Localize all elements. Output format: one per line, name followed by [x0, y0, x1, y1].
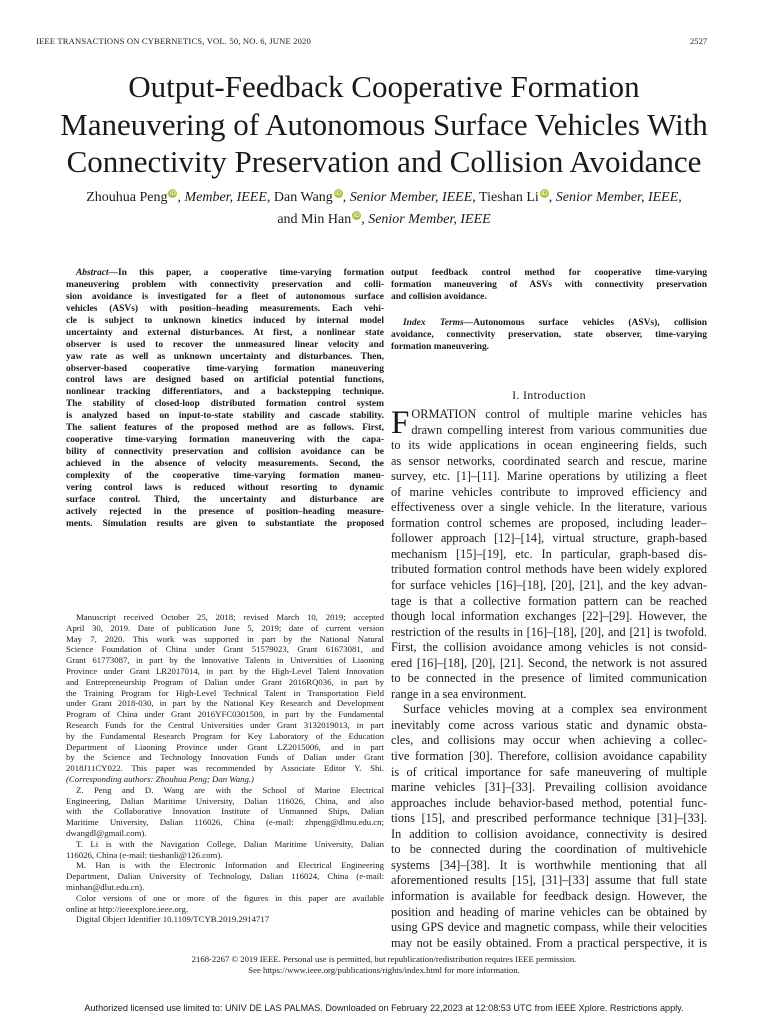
corresponding-authors: (Corresponding authors: Zhouhua Peng; Dan Wang.)	[66, 773, 254, 784]
intro-line: tive formation [30]. Therefore, collision avoidance capability	[391, 749, 707, 764]
author-membership: Senior Member, IEEE	[368, 212, 491, 227]
intro-line: systems [34]–[38]. It is worthwhile mentioning that all	[391, 857, 707, 872]
author-membership: Senior Member, IEEE	[349, 190, 473, 205]
affiliation-line: Maritime University, Dalian 116026, China (e-mail: zhpeng@dlmu.edu.cn;	[66, 817, 384, 828]
author-membership: Member, IEEE	[184, 190, 267, 205]
intro-line: to be connected in the presence of limited communication	[391, 671, 707, 686]
page-number: 2527	[690, 36, 708, 46]
affiliation-line: with the Collaborative Innovation Institute of Unmanned Ships, Dalian	[66, 806, 384, 817]
abstract-line: cooperative time-varying formation maneuvering with the capa-	[66, 435, 384, 446]
orcid-icon[interactable]: iD	[353, 212, 360, 219]
abstract-line: control laws are designed based on artificial potential functions,	[66, 375, 384, 386]
intro-line: effectiveness over a single vehicle. In the literature, various	[391, 500, 707, 515]
intro-line: drawn compelling interest from various communities due	[411, 422, 707, 437]
abstract-line: formation maneuvering of ASVs with connectivity preservation	[391, 279, 707, 290]
abstract-line: sion avoidance is investigated for a fleet of autonomous surface	[66, 291, 384, 302]
intro-line: Surface vehicles moving at a complex sea environment	[403, 702, 707, 717]
copyright-line: See https://www.ieee.org/publications/rights/index.html for more information.	[248, 965, 520, 976]
abstract-line: and collision avoidance.	[391, 291, 487, 302]
author-name: Tieshan Li	[479, 190, 539, 205]
intro-line: may not be easily obtained. From a practical perspective, it is	[391, 935, 707, 950]
intro-line: tions [15], and prescribed performance technique [31]–[33].	[391, 811, 707, 826]
abstract: Abstract—In this paper, a cooperative time-varying formation maneuvering problem with connectivity preservation and colli- sion avoidance is investigated for a fleet of autonomous surface vehicles (ASVs) with position–heading measurements. Each vehi- cle is subject to unknown kinetics induced by internal model uncertainty and external disturbances. At first, a nonlinear state observer is used to recover the unmeasured linear velocity and yaw rate as well as unknown uncertainty and disturbances. Then, observer-based cooperative time-varying formation maneuvering control laws are designed based on artificial potential functions, nonlinear tracking differentiators, and a backstepping technique. The stability of closed-loop distributed formation control system is analyzed based on input-to-state stability and cascade stability. The salient features of the proposed method are as follows. First, cooperative time-varying formation maneuvering with the capa- bility of connectivity preservation and collision avoidance can be achieved in the absence of velocity measurements. Second, the complexity of the cooperative time-varying formation maneu- vering control laws is reduced without resorting to dynamic surface control. Third, the uncertainty and disturbance are actively rejected in the presence of position–heading measure- ments. Simulation results are given to substantiate the proposed	[66, 268, 384, 529]
affiliation-line: 116026, China (e-mail: tieshanli@126.com).	[66, 849, 223, 860]
index-terms: Index Terms—Autonomous surface vehicles (ASVs), collision avoidance, connectivity preservation, state observer, time-varying formation maneuvering.	[391, 318, 707, 352]
abstract-line: surface control. Third, the uncertainty and disturbance are	[66, 494, 384, 505]
title-line: Output-Feedback Cooperative Formation	[128, 69, 640, 104]
authorized-use-notice: Authorized licensed use limited to: UNIV DE LAS PALMAS. Downloaded on February 22,2023 at 12:08:53 UTC from IEEE Xplore. Restrictions apply.	[84, 1003, 684, 1013]
footnote-line: Grant 61773087, in part by the Innovative Talents in Universities of Liaoning	[66, 655, 384, 666]
intro-line: though local information exchanges [22]–[29]. However, the	[391, 609, 707, 624]
intro-line: to be connected during the coordination of multivehicle	[391, 842, 707, 857]
orcid-icon[interactable]: iD	[169, 190, 177, 197]
orcid-icon[interactable]: iD	[335, 190, 342, 197]
intro-line: follower approach [12]–[14], virtual structure, graph-based	[391, 531, 707, 546]
color-note-line: online at http://ieeexplore.ieee.org.	[66, 903, 189, 914]
footnote-line: May 7, 2020. This work was supported in part by the National Natural	[66, 633, 384, 644]
intro-line: range in a sea environment.	[391, 686, 527, 701]
intro-line: cles, and collisions may occur when achieving a collec-	[391, 733, 707, 748]
intro-line: approaches include behavior-based method, potential func-	[391, 795, 707, 810]
footnote-line: Manuscript received October 25, 2018; revised March 10, 2019; accepted	[76, 612, 384, 622]
intro-line: mechanism [15]–[19], etc. In particular, graph-based dis-	[391, 546, 707, 561]
abstract-line: yaw rate as well as unknown uncertainty and disturbances. Then,	[66, 351, 384, 362]
intro-line: formation control schemes are proposed, including leader–	[391, 515, 707, 530]
intro-line: survey, etc. [1]–[11]. Marine operations by utilizing a fleet	[391, 469, 707, 484]
abstract-continued	[391, 268, 707, 304]
author-name: Zhouhua Peng	[86, 190, 168, 205]
intro-line: marine vehicles [31]–[33]. Prevailing collision avoidance	[391, 780, 707, 795]
intro-line: restriction of the results in [16]–[18], [20], and [21] is twofold.	[391, 624, 707, 639]
author-list: Zhouhua Peng iD, Member, IEEE, Dan Wang iD, Senior Member, IEEE, Tieshan Li iD, Senior Member, IEEE, and Min Han iD, Senior Member, IEEE	[86, 190, 682, 227]
footnote-line: and Entrepreneurship Program of Dalian under Grant 2016RQ036, in part by	[66, 676, 384, 687]
journal-header: IEEE TRANSACTIONS ON CYBERNETICS, VOL. 50, NO. 6, JUNE 2020	[36, 36, 311, 46]
intro-line: to its wide applications in ocean engineering fields, such	[391, 438, 707, 453]
abstract-line: bility of connectivity preservation and collision avoidance can be	[66, 447, 384, 458]
footnote-line: Research Funds for the Central Universities under Grant 3132019013, in part	[66, 719, 384, 730]
abstract-line: observer-based cooperative time-varying formation maneuvering	[66, 363, 384, 374]
footnote-line: by the Fundamental Research Program for Key Laboratory of the Education	[66, 730, 384, 741]
abstract-line: vehicles (ASVs) with position–heading measurements. Each vehi-	[66, 303, 384, 314]
intro-line: is of critical importance for safe maneuvering of multiple	[391, 764, 707, 779]
abstract-line: uncertainty and external disturbances. At first, a nonlinear state	[66, 327, 384, 338]
abstract-line: nonlinear tracking differentiators, and a backstepping technique.	[66, 387, 384, 398]
copyright-line: 2168-2267 © 2019 IEEE. Personal use is permitted, but republication/redistribution requires IEEE permission.	[191, 954, 577, 964]
intro-line: inevitably come across various static and dynamic obsta-	[391, 717, 707, 732]
intro-line: tributed formation control methods have been widely explored	[391, 562, 707, 577]
footnote-line: under Grant 2018-030, in part by the National Key Research and Development	[66, 698, 384, 709]
abstract-line: maneuvering problem with connectivity preservation and colli-	[66, 279, 384, 290]
orcid-icon[interactable]: iD	[541, 190, 548, 197]
doi-line: Digital Object Identifier 10.1109/TCYB.2019.2914717	[76, 914, 270, 925]
footnote-line: 2018J11CY022. This paper was recommended by Associate Editor Y. Shi.	[66, 763, 384, 774]
footnote-line: Department of Liaoning Province under Grant LZ2015006, and in part	[66, 741, 384, 752]
index-terms-label: Index Terms—	[403, 318, 474, 328]
abstract-line: The stability of closed-loop distributed formation control system	[66, 399, 384, 410]
abstract-line: complexity of the cooperative time-varying formation maneu-	[66, 470, 384, 481]
index-terms-line: avoidance, connectivity preservation, state observer, time-varying	[391, 329, 707, 340]
intro-line: of marine vehicles contribute to improved efficiency and	[391, 484, 707, 499]
footnote-line: Program of China under Grant 2016YFC0301500, in part by the Fundamental	[66, 709, 384, 720]
intro-line: First, the collision avoidance among vehicles is not consid-	[391, 640, 707, 655]
intro-line: for surface vehicles [16]–[18], [20], [21], and the key advan-	[391, 578, 707, 593]
affiliation-line: Department, Dalian University of Technology, Dalian 116024, China (e-mail:	[66, 871, 384, 882]
affiliation-line: T. Li is with the Navigation College, Dalian Maritime University, Dalian	[76, 838, 384, 849]
affiliation-line: minhan@dlut.edu.cn).	[66, 881, 145, 892]
intro-line: as sensor networks, coordinated search and rescue, marine	[391, 453, 707, 468]
abstract-line: actively rejected in the presence of position–heading measure-	[66, 506, 384, 517]
abstract-line: The salient features of the proposed method are as follows. First,	[66, 423, 384, 434]
affiliation-line: Engineering, Dalian Maritime University, Dalian 116026, China, and also	[66, 795, 384, 806]
intro-line: In addition to collision avoidance, connectivity is desired	[391, 826, 707, 841]
intro-line: information is available for feedback design. However, the	[391, 888, 707, 903]
affiliation-line: Z. Peng and D. Wang are with the School of Marine Electrical	[76, 784, 384, 795]
affiliation-line: dwangdl@gmail.com).	[66, 827, 147, 838]
abstract-label: Abstract—	[76, 268, 118, 278]
intro-line: tage is that a collective formation pattern can be reached	[391, 593, 707, 608]
abstract-line: vering control laws is reduced without resorting to dynamic	[66, 482, 384, 493]
intro-line: position and heading of marine vehicles can be obtained by	[391, 904, 707, 919]
author-membership: Senior Member, IEEE	[555, 190, 679, 205]
section-heading-introduction: I. Introduction	[512, 388, 586, 402]
abstract-line: is analyzed based on input-to-state stability and cascade stability.	[66, 411, 384, 422]
affiliation-line: M. Han is with the Electronic Information and Electrical Engineering	[76, 860, 384, 871]
footnotes	[66, 612, 384, 925]
footnote-line: Science Foundation of China under Grant 51579023, Grant 61673081, and	[66, 644, 384, 655]
footnote-line: Province under Grant LR2017014, in part by the High-Level Talent Innovation	[66, 665, 384, 676]
color-note-line: Color versions of one or more of the figures in this paper are available	[76, 892, 384, 903]
index-terms-line: formation maneuvering.	[391, 341, 490, 352]
abstract-line: output feedback control method for cooperative time-varying	[391, 268, 707, 278]
author-name: and Min Han	[277, 212, 352, 227]
abstract-line: achieved in the absence of velocity measurements. Second, the	[66, 459, 384, 469]
intro-line: using GPS device and magnetic compass, while their velocities	[391, 920, 707, 935]
footnote-line: by the Science and Technology Innovation Funds of Dalian under Grant	[66, 752, 384, 763]
drop-cap: F	[391, 405, 410, 441]
copyright-notice	[30, 954, 738, 976]
introduction-body	[391, 407, 707, 951]
footnote-line: the Training Program for High-Level Technical Talent in Transportation Field	[66, 687, 384, 698]
intro-line: ORMATION control of multiple marine vehicles has	[411, 407, 707, 421]
abstract-line: observer is used to recover the unmeasured linear velocity and	[66, 339, 384, 350]
intro-line: aforementioned results [15], [31]–[33] assume that full state	[391, 873, 707, 888]
intro-line: ered [16]–[18], [20], [21]. Second, the network is not assured	[391, 655, 707, 670]
footnote-line: April 30, 2019. Date of publication June 5, 2019; date of current version	[66, 622, 384, 633]
author-name: Dan Wang	[273, 190, 333, 205]
paper-title	[30, 68, 738, 181]
title-line: Maneuvering of Autonomous Surface Vehicles With	[60, 106, 708, 142]
abstract-line: cle is subject to unknown kinetics induced by internal model	[66, 315, 384, 326]
abstract-line: ments. Simulation results are given to substantiate the proposed	[66, 518, 384, 529]
title-line: Connectivity Preservation and Collision Avoidance	[66, 144, 702, 179]
